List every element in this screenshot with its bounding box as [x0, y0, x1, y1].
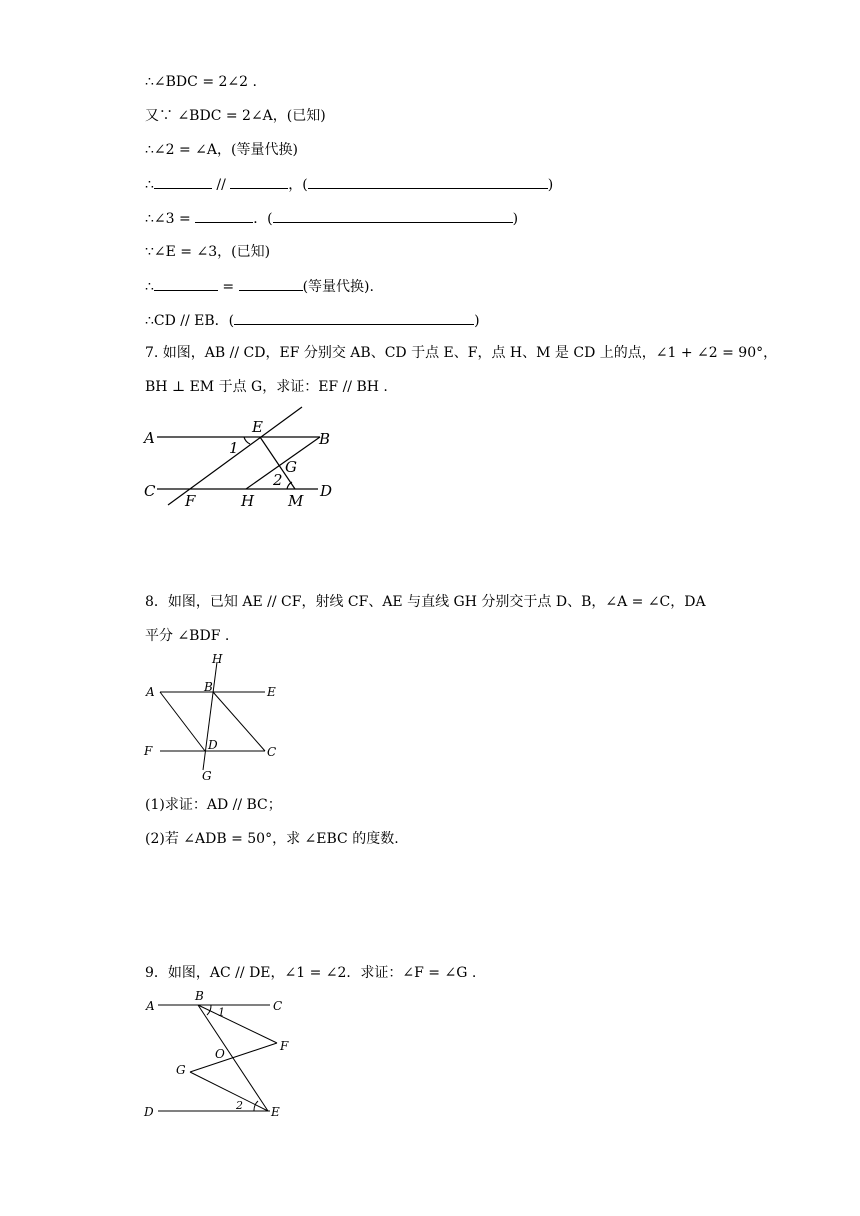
- proof-line-2: 又∵ ∠BDC = 2∠A，(已知): [145, 108, 326, 124]
- line-bc: [213, 692, 265, 751]
- label-b: B: [195, 989, 204, 1003]
- q8-sub-question-1: (1)求证：AD // BC；: [145, 797, 282, 813]
- reason-close: ): [474, 313, 480, 329]
- label-f: F: [280, 1039, 289, 1053]
- label-c: C: [144, 482, 156, 500]
- proof-line-5: [145, 208, 518, 229]
- answer-blank[interactable]: [239, 276, 303, 291]
- equals-symbol: =: [217, 279, 239, 295]
- label-d: D: [320, 482, 333, 500]
- conclusion-text: ∴CD // EB．(: [145, 313, 235, 329]
- label-g: G: [202, 769, 212, 782]
- reason-blank[interactable]: [234, 310, 474, 325]
- q7-figure: [140, 402, 360, 512]
- label-angle-2: 2: [236, 1099, 243, 1112]
- label-g: G: [176, 1063, 186, 1077]
- line-ad: [160, 692, 205, 751]
- proof-line-6: ∵∠E = ∠3，(已知): [145, 244, 271, 260]
- label-angle-1: 1: [218, 1006, 225, 1019]
- reason-open: ．(: [253, 211, 273, 227]
- label-c: C: [267, 745, 277, 759]
- line-fg: [190, 1043, 277, 1072]
- label-d: D: [144, 1105, 154, 1119]
- label-h: H: [241, 492, 255, 510]
- label-m: M: [288, 492, 304, 510]
- angle-2-arc: [287, 482, 292, 489]
- label-g: G: [285, 458, 297, 476]
- label-angle-1: 1: [229, 439, 239, 457]
- therefore-symbol: ∴: [145, 177, 154, 193]
- reason-close: ): [512, 211, 519, 227]
- therefore-symbol: ∴: [145, 279, 154, 295]
- line-bh: [246, 437, 320, 489]
- q8-text-line-2: 平分 ∠BDF .: [145, 628, 230, 644]
- q9-figure: [140, 988, 300, 1120]
- q7-text-line-2: BH ⊥ EM 于点 G，求证：EF // BH .: [145, 379, 388, 395]
- answer-blank[interactable]: [154, 174, 212, 189]
- proof-line-1: ∴∠BDC = 2∠2 .: [145, 74, 257, 90]
- q8-figure: [140, 650, 300, 782]
- line-gh: [203, 662, 217, 770]
- label-a: A: [146, 685, 155, 699]
- label-f: F: [144, 744, 153, 758]
- label-b: B: [204, 680, 213, 694]
- label-a: A: [144, 429, 155, 447]
- label-angle-2: 2: [273, 471, 283, 489]
- reason-close: ): [547, 177, 554, 193]
- label-e: E: [271, 1105, 280, 1119]
- label-e: E: [267, 685, 276, 699]
- label-h: H: [212, 652, 223, 666]
- angle-3-eq: ∴∠3 =: [145, 211, 196, 227]
- label-f: F: [185, 492, 196, 510]
- q8-text-line-1: 8．如图，已知 AE // CF，射线 CF、AE 与直线 GH 分别交于点 D、B，∠A = ∠C，DA: [145, 594, 706, 610]
- proof-line-7: [145, 276, 374, 297]
- reason-blank[interactable]: [273, 208, 513, 223]
- answer-blank[interactable]: [230, 174, 288, 189]
- label-a: A: [146, 999, 155, 1013]
- answer-blank[interactable]: [154, 276, 218, 291]
- reason-open: ，(: [288, 177, 308, 193]
- proof-line-4: [145, 174, 553, 195]
- q8-sub-question-2: (2)若 ∠ADB = 50°，求 ∠EBC 的度数.: [145, 831, 399, 847]
- label-b: B: [319, 430, 331, 448]
- parallel-symbol: //: [211, 177, 231, 193]
- angle-1-arc: [244, 437, 250, 444]
- line-ge: [190, 1072, 268, 1111]
- label-d: D: [208, 738, 218, 752]
- reason-text: (等量代换).: [302, 279, 374, 295]
- label-e: E: [252, 418, 263, 436]
- label-o: O: [215, 1047, 225, 1061]
- answer-blank[interactable]: [195, 208, 253, 223]
- q7-text-line-1: 7. 如图，AB // CD，EF 分别交 AB、CD 于点 E、F，点 H、M 是 CD 上的点，∠1 + ∠2 = 90°，: [145, 345, 778, 361]
- proof-line-8: [145, 310, 480, 331]
- proof-line-3: ∴∠2 = ∠A，(等量代换): [145, 142, 298, 158]
- label-c: C: [273, 999, 283, 1013]
- reason-blank[interactable]: [308, 174, 548, 189]
- q9-text-line-1: 9．如图，AC // DE，∠1 = ∠2．求证：∠F = ∠G .: [145, 965, 477, 981]
